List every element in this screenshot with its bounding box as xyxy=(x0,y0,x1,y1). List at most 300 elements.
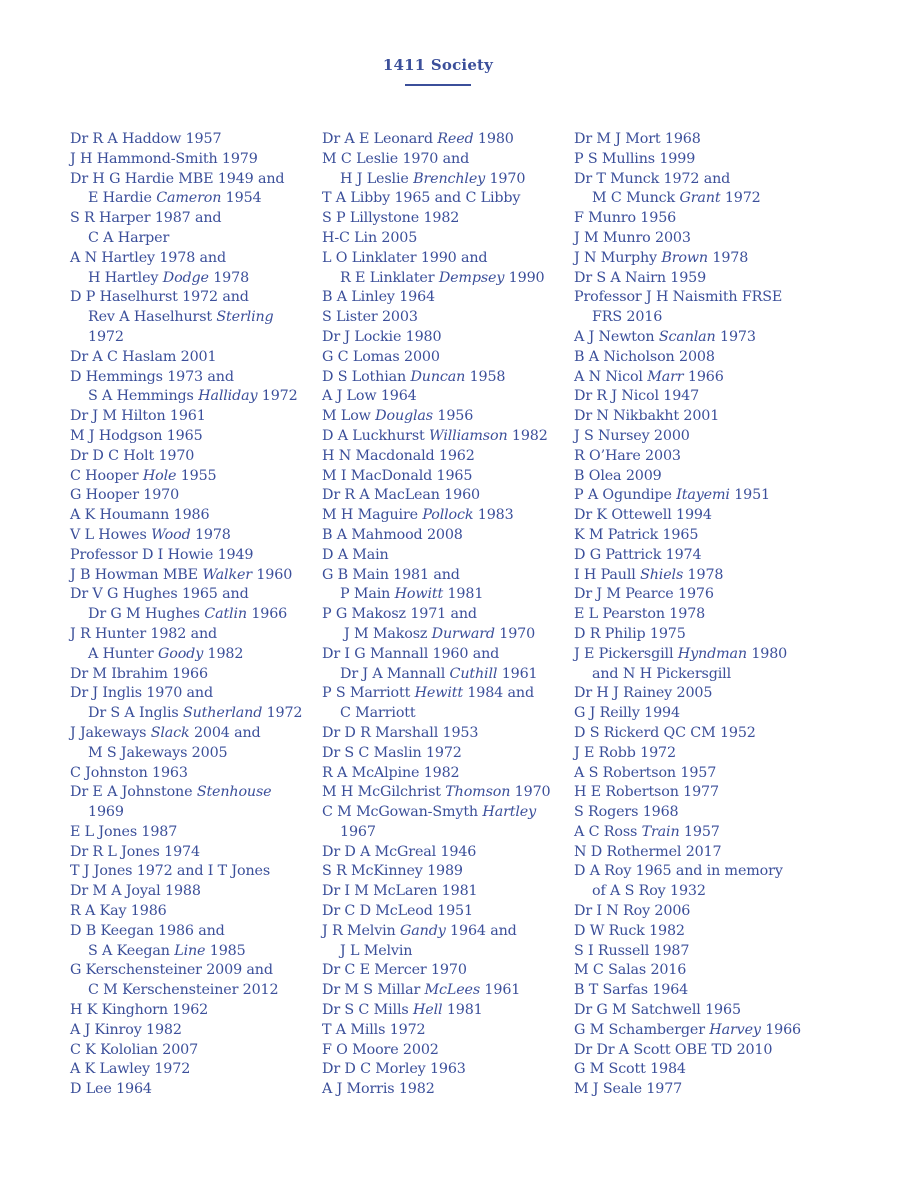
donor-entry xyxy=(322,368,562,388)
donor-entry xyxy=(322,447,562,467)
name-text: Dr D R Marshall 1953 xyxy=(322,724,479,741)
maiden-name: Hyndman xyxy=(677,645,747,662)
name-text: C Marriott xyxy=(340,705,416,722)
maiden-name: Sterling xyxy=(216,309,274,326)
maiden-name: Wood xyxy=(151,526,191,543)
name-text: B A Mahmood 2008 xyxy=(322,526,463,543)
maiden-name: Stenhouse xyxy=(196,784,272,801)
donor-entry xyxy=(574,823,814,843)
donor-line-continued xyxy=(574,665,814,685)
maiden-name: Line xyxy=(174,942,206,959)
donor-line xyxy=(322,1080,562,1100)
name-text: D P Haselhurst 1972 and xyxy=(70,289,249,306)
donor-line xyxy=(574,1041,814,1061)
donor-line-continued xyxy=(70,189,310,209)
title-underline xyxy=(405,84,471,86)
donor-entry xyxy=(322,407,562,427)
donor-entry xyxy=(70,843,310,863)
donor-line-continued xyxy=(322,665,562,685)
name-text: H-C Lin 2005 xyxy=(322,229,418,246)
donor-entry xyxy=(70,209,310,249)
name-text: 1972 xyxy=(88,328,124,345)
donor-line xyxy=(70,526,310,546)
donor-entry xyxy=(322,387,562,407)
maiden-name: Halliday xyxy=(198,388,258,405)
name-text: 1978 xyxy=(683,566,724,583)
donor-line xyxy=(574,150,814,170)
donor-line xyxy=(574,783,814,803)
donor-line xyxy=(574,486,814,506)
name-text: M J Seale 1977 xyxy=(574,1081,683,1098)
name-text: 1970 xyxy=(510,784,551,801)
maiden-name: Sutherland xyxy=(182,705,263,722)
name-text: S I Russell 1987 xyxy=(574,942,690,959)
name-text: S R McKinney 1989 xyxy=(322,863,463,880)
donor-line xyxy=(70,862,310,882)
donor-line xyxy=(70,1041,310,1061)
donor-entry xyxy=(322,526,562,546)
donor-entry xyxy=(574,605,814,625)
name-text: 1951 xyxy=(729,487,770,504)
maiden-name: Shiels xyxy=(640,566,684,583)
donor-line xyxy=(574,506,814,526)
donor-entry xyxy=(574,981,814,1001)
name-text: S Lister 2003 xyxy=(322,309,418,326)
donor-line-continued xyxy=(322,269,562,289)
donor-entry xyxy=(322,764,562,784)
donor-entry xyxy=(574,209,814,229)
name-text: I H Paull xyxy=(574,566,641,583)
name-text: 1970 xyxy=(494,625,536,642)
donor-line xyxy=(574,823,814,843)
donor-entry xyxy=(322,724,562,744)
donor-line xyxy=(574,209,814,229)
donor-entry xyxy=(574,803,814,823)
donor-entry xyxy=(574,1001,814,1021)
donor-line xyxy=(322,407,562,427)
donor-line xyxy=(70,486,310,506)
maiden-name: Harvey xyxy=(709,1021,761,1038)
name-text: A N Hartley 1978 and xyxy=(70,249,226,266)
name-text: M J Hodgson 1965 xyxy=(70,427,203,444)
donor-line xyxy=(70,1060,310,1080)
name-text: G Hooper 1970 xyxy=(70,487,180,504)
donor-line xyxy=(322,566,562,586)
maiden-name: Gandy xyxy=(400,922,446,939)
name-text: C M McGowan-Smyth xyxy=(322,804,483,821)
name-text: J R Melvin xyxy=(322,922,401,939)
donor-line xyxy=(574,269,814,289)
donor-entry xyxy=(322,803,562,843)
donor-entry xyxy=(574,961,814,981)
name-text: Dr Dr A Scott OBE TD 2010 xyxy=(574,1041,773,1058)
donor-line xyxy=(70,506,310,526)
donor-line xyxy=(322,843,562,863)
name-text: Dr M Ibrahim 1966 xyxy=(70,665,208,682)
donor-line xyxy=(574,170,814,190)
name-text: H N Macdonald 1962 xyxy=(322,447,475,464)
name-text: D S Rickerd QC CM 1952 xyxy=(574,724,756,741)
donor-line xyxy=(574,922,814,942)
donor-entry xyxy=(70,961,310,1001)
donor-line xyxy=(574,130,814,150)
donor-entry xyxy=(574,526,814,546)
name-text: Dr S C Mills xyxy=(322,1002,413,1019)
name-text: D W Ruck 1982 xyxy=(574,922,685,939)
name-text: D R Philip 1975 xyxy=(574,625,686,642)
donor-line xyxy=(70,961,310,981)
donor-entry xyxy=(574,862,814,902)
name-text: A J Newton xyxy=(574,328,659,345)
name-text: P A Ogundipe xyxy=(574,487,677,504)
name-text: A J Morris 1982 xyxy=(322,1081,435,1098)
donor-entry xyxy=(574,486,814,506)
donor-line xyxy=(70,902,310,922)
donor-line-continued xyxy=(322,170,562,190)
name-text: E Hardie xyxy=(88,190,157,207)
donor-entry xyxy=(70,407,310,427)
name-text: Dr S A Nairn 1959 xyxy=(574,269,707,286)
donor-entry xyxy=(70,1001,310,1021)
name-text: 2004 and xyxy=(189,724,261,741)
name-text: C M Kerschensteiner 2012 xyxy=(88,982,279,999)
donor-line xyxy=(574,1080,814,1100)
donor-line xyxy=(322,684,562,704)
maiden-name: Grant xyxy=(679,190,721,207)
name-text: A K Lawley 1972 xyxy=(70,1061,191,1078)
name-text: 1966 xyxy=(246,606,288,623)
name-text: Dr I M McLaren 1981 xyxy=(322,883,478,900)
donor-line xyxy=(574,1060,814,1080)
name-text: M C Salas 2016 xyxy=(574,962,687,979)
name-text: Dr M A Joyal 1988 xyxy=(70,883,201,900)
donor-line xyxy=(322,387,562,407)
donor-line-continued xyxy=(574,882,814,902)
name-text: M Low xyxy=(322,408,376,425)
name-text: A C Ross xyxy=(574,823,642,840)
donor-line xyxy=(574,387,814,407)
donor-line xyxy=(70,625,310,645)
name-text: 1978 xyxy=(190,526,231,543)
name-text: H E Robertson 1977 xyxy=(574,784,719,801)
name-text: R A Kay 1986 xyxy=(70,903,167,920)
name-text: Dr M J Mort 1968 xyxy=(574,131,701,147)
donor-line xyxy=(322,150,562,170)
donor-entry xyxy=(574,249,814,269)
maiden-name: Goody xyxy=(158,645,204,662)
donor-line xyxy=(574,1001,814,1021)
maiden-name: Douglas xyxy=(375,408,433,425)
name-text: T A Libby 1965 and C Libby xyxy=(322,190,521,207)
donor-entry xyxy=(574,566,814,586)
donor-line xyxy=(574,1021,814,1041)
name-text: Professor D I Howie 1949 xyxy=(70,546,254,563)
donor-line xyxy=(574,407,814,427)
donor-line xyxy=(574,447,814,467)
donor-line xyxy=(574,961,814,981)
name-text: 1990 xyxy=(504,269,545,286)
name-text: Dr G M Hughes xyxy=(88,606,205,623)
name-text: Dr R A Haddow 1957 xyxy=(70,131,222,147)
donor-entry xyxy=(322,605,562,645)
name-text: Dr N Nikbakht 2001 xyxy=(574,408,720,425)
maiden-name: Scanlan xyxy=(658,328,716,345)
name-text: 1966 xyxy=(683,368,724,385)
donor-entry xyxy=(574,170,814,210)
donor-line xyxy=(70,427,310,447)
name-text: T A Mills 1972 xyxy=(322,1021,426,1038)
name-text: S A Keegan xyxy=(88,942,175,959)
donor-line xyxy=(322,368,562,388)
donor-entry xyxy=(70,1060,310,1080)
donor-line xyxy=(574,862,814,882)
donor-line xyxy=(574,843,814,863)
donor-entry xyxy=(574,704,814,724)
donor-line xyxy=(574,744,814,764)
donor-entry xyxy=(322,249,562,289)
donor-line xyxy=(322,882,562,902)
donor-entry xyxy=(322,546,562,566)
maiden-name: Slack xyxy=(150,724,190,741)
donor-line xyxy=(322,783,562,803)
donor-line xyxy=(70,130,310,150)
name-text: A S Robertson 1957 xyxy=(574,764,717,781)
donor-entry xyxy=(70,1041,310,1061)
donor-line xyxy=(574,546,814,566)
donor-line xyxy=(70,783,310,803)
donor-line-continued xyxy=(322,942,562,962)
donor-entry xyxy=(574,407,814,427)
donor-entry xyxy=(70,724,310,764)
name-text: Dr S A Inglis xyxy=(88,705,183,722)
name-text: S P Lillystone 1982 xyxy=(322,210,460,227)
donor-entry xyxy=(322,1080,562,1100)
donor-line xyxy=(322,447,562,467)
donor-line xyxy=(322,1001,562,1021)
donor-entry xyxy=(322,902,562,922)
donor-line xyxy=(322,189,562,209)
donor-entry xyxy=(70,684,310,724)
donor-line xyxy=(70,566,310,586)
donor-line xyxy=(574,526,814,546)
name-text: R O’Hare 2003 xyxy=(574,447,681,464)
name-text: H K Kinghorn 1962 xyxy=(70,1002,209,1019)
name-text: Dr H G Hardie MBE 1949 and xyxy=(70,170,285,187)
donor-entry xyxy=(70,348,310,368)
donor-column-2 xyxy=(322,130,562,1100)
donor-entry xyxy=(322,308,562,328)
donor-entry xyxy=(70,1021,310,1041)
donor-line xyxy=(322,862,562,882)
donor-entry xyxy=(322,130,562,150)
donor-entry xyxy=(322,684,562,724)
donor-line-continued xyxy=(322,823,562,843)
donor-line xyxy=(70,467,310,487)
name-text: P S Marriott xyxy=(322,685,415,702)
maiden-name: Brown xyxy=(661,249,708,266)
donor-line xyxy=(70,170,310,190)
name-text: E L Pearston 1978 xyxy=(574,606,706,623)
name-text: Dr J Lockie 1980 xyxy=(322,328,442,345)
name-text: R E Linklater xyxy=(340,269,439,286)
maiden-name: Hewitt xyxy=(414,685,463,702)
donor-line xyxy=(322,1021,562,1041)
donor-line xyxy=(574,249,814,269)
name-text: 1956 xyxy=(433,408,474,425)
name-text: Rev A Haselhurst xyxy=(88,309,217,326)
name-text: G M Schamberger xyxy=(574,1021,710,1038)
name-text: 1973 xyxy=(715,328,756,345)
donor-entry xyxy=(574,902,814,922)
donor-line xyxy=(322,308,562,328)
donor-entry xyxy=(574,724,814,744)
donor-line xyxy=(574,368,814,388)
donor-entry xyxy=(322,209,562,229)
name-text: P S Mullins 1999 xyxy=(574,150,696,167)
name-text: 1966 xyxy=(760,1021,802,1038)
donor-entry xyxy=(322,1060,562,1080)
name-text: 1972 xyxy=(720,190,761,207)
name-text: Dr C E Mercer 1970 xyxy=(322,962,467,979)
name-text: M C Leslie 1970 and xyxy=(322,150,470,167)
donor-entry xyxy=(574,922,814,942)
name-text: 1970 xyxy=(485,170,526,187)
donor-entry xyxy=(70,585,310,625)
name-text: Dr J M Pearce 1976 xyxy=(574,586,714,603)
maiden-name: Thomson xyxy=(445,784,511,801)
name-text: Dr R L Jones 1974 xyxy=(70,843,200,860)
maiden-name: Hell xyxy=(412,1002,443,1019)
donor-entry xyxy=(322,150,562,190)
name-text: Dr V G Hughes 1965 and xyxy=(70,586,249,603)
donor-line xyxy=(322,1041,562,1061)
name-text: 1981 xyxy=(443,586,484,603)
donor-line xyxy=(322,209,562,229)
name-text: Dr K Ottewell 1994 xyxy=(574,507,712,524)
donor-entry xyxy=(574,447,814,467)
name-text: A N Nicol xyxy=(574,368,648,385)
name-text: 1961 xyxy=(497,665,538,682)
donor-line xyxy=(70,882,310,902)
name-text: C Hooper xyxy=(70,467,143,484)
name-text: 1985 xyxy=(205,942,246,959)
name-text: 1982 xyxy=(203,645,244,662)
name-text: P Main xyxy=(340,586,395,603)
name-text: T J Jones 1972 and I T Jones xyxy=(70,863,271,880)
donor-line-continued xyxy=(70,704,310,724)
donor-entry xyxy=(322,566,562,606)
donor-line-continued xyxy=(70,942,310,962)
maiden-name: Dempsey xyxy=(438,269,505,286)
name-text: M S Jakeways 2005 xyxy=(88,744,228,761)
donor-line xyxy=(574,902,814,922)
name-text: 1958 xyxy=(465,368,506,385)
name-text: B A Nicholson 2008 xyxy=(574,348,715,365)
maiden-name: Catlin xyxy=(204,606,247,623)
name-text: A J Kinroy 1982 xyxy=(70,1021,182,1038)
name-text: G J Reilly 1994 xyxy=(574,705,680,722)
donor-entry xyxy=(574,546,814,566)
donor-entry xyxy=(574,783,814,803)
name-text: D A Luckhurst xyxy=(322,427,430,444)
name-text: G Kerschensteiner 2009 and xyxy=(70,962,273,979)
donor-line xyxy=(70,724,310,744)
donor-entry xyxy=(322,229,562,249)
donor-entry xyxy=(574,585,814,605)
donor-line xyxy=(322,961,562,981)
donor-line xyxy=(574,467,814,487)
donor-entry xyxy=(574,625,814,645)
maiden-name: Dodge xyxy=(162,269,209,286)
donor-entry xyxy=(322,328,562,348)
donor-entry xyxy=(70,665,310,685)
donor-line xyxy=(70,368,310,388)
donor-entry xyxy=(322,1041,562,1061)
name-text: P G Makosz 1971 and xyxy=(322,606,477,623)
donor-entry xyxy=(70,368,310,408)
name-text: G M Scott 1984 xyxy=(574,1061,686,1078)
donor-entry xyxy=(574,744,814,764)
name-text: J Jakeways xyxy=(70,724,151,741)
name-text: 1982 xyxy=(507,427,548,444)
donor-entry xyxy=(574,150,814,170)
donor-line xyxy=(574,724,814,744)
name-text: 1969 xyxy=(88,804,124,821)
donor-line xyxy=(574,229,814,249)
name-text: D A Main xyxy=(322,546,389,563)
donor-line-continued xyxy=(70,803,310,823)
donor-line xyxy=(322,645,562,665)
donor-line-continued xyxy=(70,328,310,348)
donor-entry xyxy=(70,902,310,922)
maiden-name: Walker xyxy=(202,566,252,583)
donor-entry xyxy=(70,249,310,289)
donor-line-continued xyxy=(70,605,310,625)
donor-line xyxy=(70,764,310,784)
maiden-name: Hartley xyxy=(482,804,537,821)
donor-entry xyxy=(322,288,562,308)
name-text: H J Leslie xyxy=(340,170,414,187)
donor-line xyxy=(70,447,310,467)
donor-entry xyxy=(574,288,814,328)
name-text: Dr T Munck 1972 and xyxy=(574,170,731,187)
donor-entry xyxy=(70,862,310,882)
name-text: F Munro 1956 xyxy=(574,210,677,227)
donor-entry xyxy=(322,1001,562,1021)
name-text: 1972 xyxy=(257,388,298,405)
name-text: A K Houmann 1986 xyxy=(70,507,210,524)
donor-entry xyxy=(322,1021,562,1041)
maiden-name: Durward xyxy=(431,625,495,642)
name-text: C A Harper xyxy=(88,229,170,246)
name-text: S A Hemmings xyxy=(88,388,199,405)
donor-line xyxy=(70,1001,310,1021)
donor-entry xyxy=(574,843,814,863)
donor-line xyxy=(322,981,562,1001)
donor-line-continued xyxy=(574,308,814,328)
name-text: M H Maguire xyxy=(322,507,423,524)
name-text: D B Keegan 1986 and xyxy=(70,922,225,939)
name-text: F O Moore 2002 xyxy=(322,1041,439,1058)
name-text: Dr J A Mannall xyxy=(340,665,450,682)
donor-entry xyxy=(70,150,310,170)
name-text: D Hemmings 1973 and xyxy=(70,368,234,385)
donor-line xyxy=(322,288,562,308)
donor-line xyxy=(70,1021,310,1041)
donor-line xyxy=(574,803,814,823)
donor-entry xyxy=(322,744,562,764)
name-text: Dr E A Johnstone xyxy=(70,784,197,801)
